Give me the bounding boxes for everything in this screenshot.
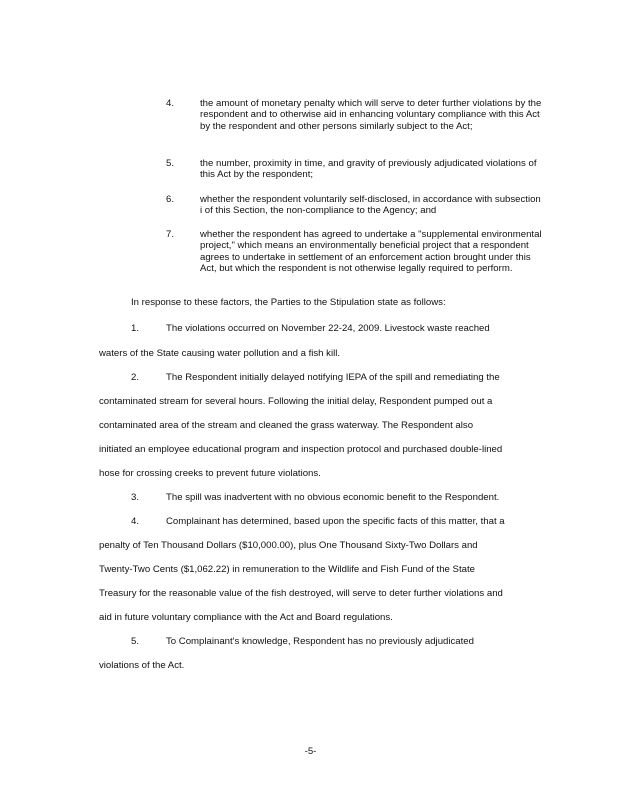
response-line: The violations occurred on November 22-24, 2009. Livestock waste reached bbox=[166, 323, 490, 334]
factor-text: whether the respondent voluntarily self-disclosed, in accordance with subsection i of this Section, the non-compliance to the Agency; and bbox=[200, 194, 541, 217]
response-line: aid in future voluntary compliance with the Act and Board regulations. bbox=[99, 612, 393, 623]
response-line: violations of the Act. bbox=[99, 660, 185, 671]
response-line: Complainant has determined, based upon the specific facts of this matter, that a bbox=[166, 516, 505, 527]
factor-number: 5. bbox=[166, 158, 175, 169]
response-number: 4. bbox=[131, 516, 140, 527]
factor-text: the amount of monetary penalty which will serve to deter further violations by the respondent and to otherwise aid in enhancing voluntary compliance with this Act by the respondent and other persons similarly subject to the Act; bbox=[200, 98, 542, 132]
page-number: -5- bbox=[304, 746, 317, 757]
response-number: 3. bbox=[131, 492, 140, 503]
response-line: The spill was inadvertent with no obvious economic benefit to the Respondent. bbox=[166, 492, 500, 503]
factor-text: the number, proximity in time, and gravity of previously adjudicated violations of this Act by the respondent; bbox=[200, 158, 537, 181]
response-line: penalty of Ten Thousand Dollars ($10,000.00), plus One Thousand Sixty-Two Dollars and bbox=[99, 540, 478, 551]
factor-number: 4. bbox=[166, 98, 175, 109]
response-line: waters of the State causing water pollution and a fish kill. bbox=[99, 348, 341, 359]
response-line: The Respondent initially delayed notifying IEPA of the spill and remediating the bbox=[166, 372, 500, 383]
response-number: 1. bbox=[131, 323, 140, 334]
response-line: To Complainant's knowledge, Respondent has no previously adjudicated bbox=[166, 636, 474, 647]
response-number: 2. bbox=[131, 372, 140, 383]
response-line: Treasury for the reasonable value of the fish destroyed, will serve to deter further violations and bbox=[99, 588, 503, 599]
response-number: 5. bbox=[131, 636, 140, 647]
factor-number: 6. bbox=[166, 194, 175, 205]
intro-text: In response to these factors, the Parties to the Stipulation state as follows: bbox=[131, 297, 446, 308]
response-line: contaminated area of the stream and cleaned the grass waterway. The Respondent also bbox=[99, 420, 474, 431]
response-line: Twenty-Two Cents ($1,062.22) in remuneration to the Wildlife and Fish Fund of the State bbox=[99, 564, 475, 575]
factor-text: whether the respondent has agreed to undertake a "supplemental environmental project," which means an environmentally beneficial project that a respondent agrees to undertake in settlement of an enforcement action brought under this Act, but which the respondent is not otherwise legally required to perform. bbox=[200, 229, 542, 275]
response-line: hose for crossing creeks to prevent future violations. bbox=[99, 468, 321, 479]
factor-number: 7. bbox=[166, 229, 175, 240]
response-line: initiated an employee educational program and inspection protocol and purchased double-lined bbox=[99, 444, 503, 455]
response-line: contaminated stream for several hours. Following the initial delay, Respondent pumped out a bbox=[99, 396, 493, 407]
